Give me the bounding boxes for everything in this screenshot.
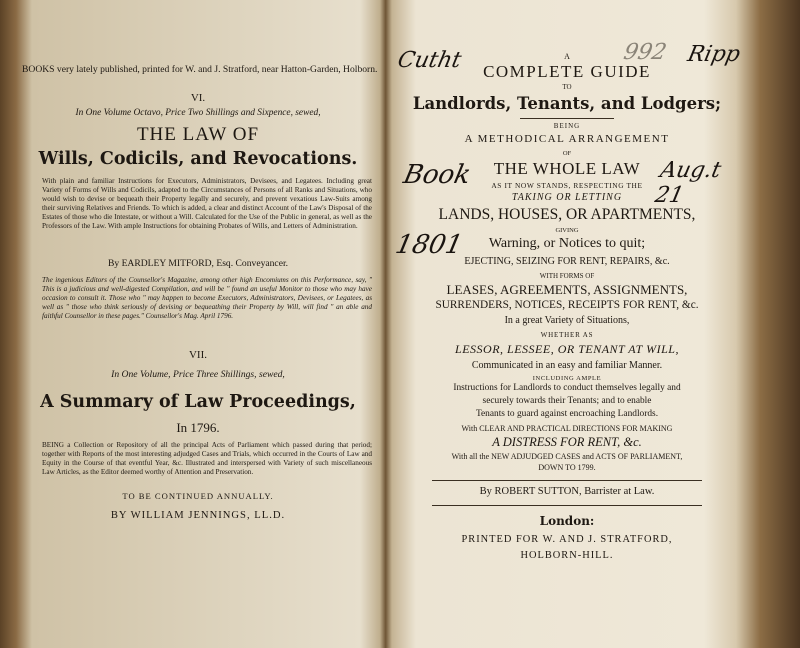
title-clear: With CLEAR AND PRACTICAL DIRECTIONS FOR MAKING (461, 424, 673, 433)
divider (520, 118, 614, 119)
divider (432, 505, 702, 506)
handwriting-book: Book (400, 160, 474, 190)
title-being: BEING (553, 122, 581, 130)
item-vii-year: In 1796. (176, 420, 220, 435)
title-distress: A DISTRESS FOR RENT, &c. (492, 435, 642, 449)
book-main-title: Landlords, Tenants, and Lodgers; (412, 94, 722, 113)
title-ejecting: EJECTING, SEIZING FOR RENT, REPAIRS, &c. (464, 256, 670, 267)
title-surrenders: SURRENDERS, NOTICES, RECEIPTS FOR RENT, &c. (435, 299, 699, 311)
title-including: INCLUDING AMPLE (532, 375, 602, 382)
left-page-header: BOOKS very lately published, printed for W. and J. Stratford, near Hatton-Garden, Holborn. (22, 64, 378, 75)
title-complete-guide: COMPLETE GUIDE (483, 62, 651, 81)
item-vii-author: BY WILLIAM JENNINGS, LL.D. (110, 510, 286, 521)
title-a: A (564, 52, 570, 61)
handwriting-surname: Ripp (685, 42, 743, 67)
item-vi-title-line1: THE LAW OF (136, 124, 260, 145)
title-with-forms: WITH FORMS OF (539, 272, 595, 280)
item-vii-format: In One Volume, Price Three Shillings, sewed, (111, 369, 285, 380)
title-whether-as: WHETHER AS (540, 331, 594, 339)
title-whole-law: THE WHOLE LAW (493, 159, 641, 178)
title-lands: LANDS, HOUSES, OR APARTMENTS, (438, 206, 696, 223)
right-page (392, 0, 742, 648)
handwriting-date: Aug.t 21 (652, 158, 724, 208)
imprint-printer: PRINTED FOR W. AND J. STRATFORD, (461, 534, 673, 545)
title-methodical: A METHODICAL ARRANGEMENT (464, 133, 670, 145)
item-vii-description: BEING a Collection or Repository of all the principal Acts of Parliament which passed during that period; together with Reports of the most interesting adjudged Cases and Trials, which occurred in the Courts of Law and Equity in the Course of that eventful Year, &c. Illustrated and interspersed with Variety of such miscellaneous Law Articles, as the Editor deemed worthy of Attention and Preservation. (42, 441, 372, 476)
title-instructions-2: securely towards their Tenants; and to enable (482, 396, 652, 406)
title-communicated: Communicated in an easy and familiar Manner. (471, 360, 663, 371)
title-variety: In a great Variety of Situations, (504, 315, 630, 326)
title-down-to: DOWN TO 1799. (538, 463, 596, 472)
item-vi-title-line2: Wills, Codicils, and Revocations. (38, 149, 358, 169)
handwriting-pencil-number: 992 (621, 40, 669, 65)
item-vi-number: VI. (190, 92, 206, 104)
imprint-address: HOLBORN-HILL. (520, 550, 614, 561)
item-vi-description: With plain and familiar Instructions for Executors, Administrators, Devisees, and Legatees. Including great Variety of Forms of Wills and Codicils, adapted to the Circumstances of Persons of all Ranks and Situations, who would wish to devise or bequeath their Property legally and securely, and prevent vexatious Law-Suits among their surviving Relatives and Friends. To which is added, a clear and distinct Account of the Law's Disposal of the Estates of those who die Intestate, or without a Will. Calculated for the Use of the Public in general, as well as the Professors of the Law. With ample Instructions for obtaining Probates of Wills, and Letters of Administration. (42, 177, 372, 230)
title-as-it-now-stands: AS IT NOW STANDS, RESPECTING THE (491, 181, 643, 190)
item-vi-review: The ingenious Editors of the Counsellor's Magazine, among other high Encomiums on this Performance, say, " This is a judicious and well-digested Compilation, and will be " found an useful Monitor to those who may have occasion to consult it. Those who " may happen to become Executors, Administrators, Devisees, or Legatees, as well as " those who think seriously of devising or bequeathing their Property by Will, will find " an able and faithful Counsellor in these pages." Counsellor's Mag. April 1796. (42, 276, 372, 320)
title-lessor: LESSOR, LESSEE, OR TENANT AT WILL, (455, 342, 679, 356)
title-taking: TAKING OR LETTING (511, 192, 623, 203)
title-adjudged: With all the NEW ADJUDGED CASES and ACTS OF PARLIAMENT, (451, 452, 683, 461)
title-instructions-3: Tenants to guard against encroaching Landlords. (475, 409, 659, 419)
title-to: TO (562, 83, 572, 91)
handwriting-year: 1801 (392, 230, 466, 260)
item-vii-number: VII. (188, 349, 208, 361)
title-warning: Warning, or Notices to quit; (488, 236, 646, 251)
divider (432, 480, 702, 481)
left-page (22, 0, 378, 648)
title-of: OF (562, 150, 572, 157)
title-giving: GIVING (555, 227, 579, 234)
title-leases: LEASES, AGREEMENTS, ASSIGNMENTS, (446, 282, 688, 297)
imprint-city: London: (539, 514, 595, 528)
item-vi-author: By EARDLEY MITFORD, Esq. Conveyancer. (107, 258, 289, 269)
item-vii-continued: TO BE CONTINUED ANNUALLY. (122, 491, 274, 501)
item-vii-title: A Summary of Law Proceedings, (40, 392, 356, 412)
item-vi-format: In One Volume Octavo, Price Two Shillings and Sixpence, sewed, (75, 108, 321, 118)
title-instructions-1: Instructions for Landlords to conduct themselves legally and (453, 383, 681, 393)
title-author: By ROBERT SUTTON, Barrister at Law. (479, 486, 655, 497)
handwriting-owner-name: Cutht (395, 48, 464, 73)
